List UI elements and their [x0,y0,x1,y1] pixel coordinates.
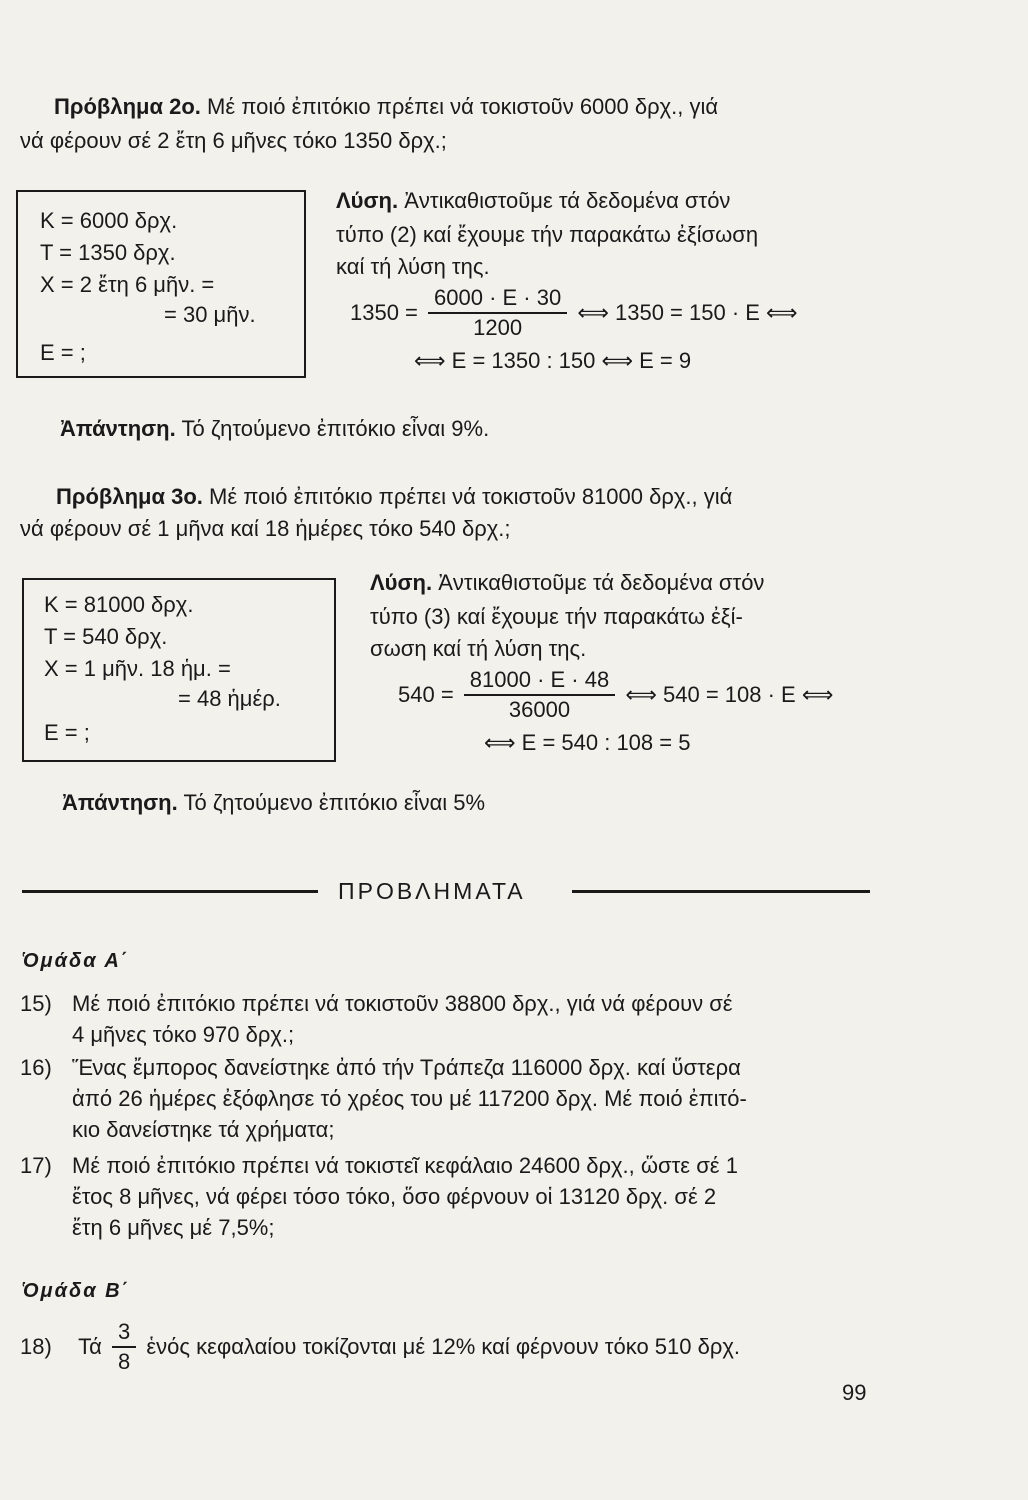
fraction-denominator: 8 [112,1346,136,1376]
exercise-line: Μέ ποιό ἐπιτόκιο πρέπει νά τοκιστοῦν 38800 δρχ., γιά νά φέρουν σέ [72,991,733,1016]
exercise-18-fraction [112,1318,136,1376]
exercise-line: Μέ ποιό ἐπιτόκιο πρέπει νά τοκιστεῖ κεφάλαιο 24600 δρχ., ὥστε σέ 1 [72,1153,738,1178]
given-time: Χ = 2 ἔτη 6 μῆν. = [40,272,215,297]
section-rule-right [572,890,870,893]
given-time-converted: = 48 ἡμέρ. [178,686,281,711]
answer-label: Ἀπάντηση. [60,416,176,441]
problem-2-title: Πρόβλημα 2ο. [54,94,201,119]
exercise-17 [20,1150,900,1246]
exercise-number: 17) [20,1153,52,1178]
exercise-line: ἀπό 26 ἡμέρες ἐξόφλησε τό χρέος του μέ 117200 δρχ. Μέ ποιό ἐπιτό- [72,1086,747,1111]
problem-2-given-box [16,190,306,378]
problem-3-solution-line-3: σωση καί τή λύση της. [370,636,587,661]
section-title: ΠΡΟΒΛΗΜΑΤΑ [338,878,526,904]
problem-2-solution-line-1: Λύση. Ἀντικαθιστοῦμε τά δεδομένα στόν [336,188,731,213]
given-time: Χ = 1 μῆν. 18 ἡμ. = [44,656,231,681]
problem-2-equation-line-2: ⟺ Ε = 1350 : 150 ⟺ Ε = 9 [414,348,692,373]
given-capital: Κ = 6000 δρχ. [40,208,178,233]
problem-2-question-line-2: νά φέρουν σέ 2 ἔτη 6 μῆνες τόκο 1350 δρχ.; [20,128,447,153]
fraction-denominator: 36000 [464,694,615,724]
problem-2-equation [350,284,798,342]
given-rate: Ε = ; [44,720,90,745]
fraction-numerator: 6000 · Ε · 30 [434,285,562,310]
problem-2-solution-line-2: τύπο (2) καί ἔχουμε τήν παρακάτω ἐξίσωση [336,222,759,247]
equation-rest: ⟺ 540 = 108 · Ε ⟺ [625,682,834,707]
exercise-line: κιο δανείστηκε τά χρήματα; [72,1117,335,1142]
solution-label: Λύση. [336,188,399,213]
given-capital: Κ = 81000 δρχ. [44,592,194,617]
exercise-line: ἔτη 6 μῆνες μέ 7,5%; [72,1215,275,1240]
problem-2-answer: Ἀπάντηση. Τό ζητούμενο ἐπιτόκιο εἶναι 9%. [60,416,490,441]
given-interest: Τ = 1350 δρχ. [40,240,176,265]
group-b-label: Ὁμάδα Β΄ [22,1280,131,1302]
equation-lhs: 540 = [398,682,454,707]
page-number: 99 [842,1380,867,1405]
problem-2-solution-line-3: καί τή λύση της. [336,254,490,279]
given-time-converted: = 30 μῆν. [164,302,256,327]
exercise-16 [20,1052,900,1148]
equation-fraction [428,284,567,342]
exercise-number: 15) [20,991,52,1016]
exercise-line: ἔτος 8 μῆνες, νά φέρει τόσο τόκο, ὅσο φέρνουν οἱ 13120 δρχ. σέ 2 [72,1184,717,1209]
section-rule-left [22,890,318,893]
given-interest: Τ = 540 δρχ. [44,624,168,649]
group-a-label: Ὁμάδα Α΄ [22,950,130,972]
exercise-line: 4 μῆνες τόκο 970 δρχ.; [72,1022,295,1047]
problem-3-solution-line-1: Λύση. Ἀντικαθιστοῦμε τά δεδομένα στόν [370,570,765,595]
equation-fraction [464,666,615,724]
solution-label: Λύση. [370,570,433,595]
given-rate: Ε = ; [40,340,86,365]
exercise-18 [20,1318,740,1376]
fraction-denominator: 1200 [428,312,567,342]
problem-3-answer: Ἀπάντηση. Τό ζητούμενο ἐπιτόκιο εἶναι 5% [62,790,486,815]
fraction-numerator: 81000 · Ε · 48 [469,667,610,692]
exercise-number: 16) [20,1055,52,1080]
exercise-number: 18) [20,1334,52,1359]
problem-3-given-box [22,578,336,762]
exercise-18-post: ἑνός κεφαλαίου τοκίζονται μέ 12% καί φέρνουν τόκο 510 δρχ. [146,1334,741,1359]
exercise-15 [20,988,900,1052]
answer-label: Ἀπάντηση. [62,790,178,815]
exercise-18-pre: Τά [78,1334,102,1359]
problem-3-question-line-1: Πρόβλημα 3ο. Μέ ποιό ἐπιτόκιο πρέπει νά τοκιστοῦν 81000 δρχ., γιά [56,484,733,509]
equation-rest: ⟺ 1350 = 150 · Ε ⟺ [577,300,798,325]
equation-lhs: 1350 = [350,300,418,325]
problem-3-title: Πρόβλημα 3ο. [56,484,203,509]
problem-3-question-line-2: νά φέρουν σέ 1 μῆνα καί 18 ἡμέρες τόκο 540 δρχ.; [20,516,511,541]
problem-3-equation-line-2: ⟺ Ε = 540 : 108 = 5 [484,730,691,755]
exercise-line: Ἕνας ἔμπορος δανείστηκε ἀπό τήν Τράπεζα 116000 δρχ. καί ὕστερα [72,1055,741,1080]
fraction-numerator: 3 [118,1319,131,1344]
problem-3-equation [398,666,833,724]
problem-2-question-line-1: Πρόβλημα 2ο. Μέ ποιό ἐπιτόκιο πρέπει νά τοκιστοῦν 6000 δρχ., γιά [54,94,719,119]
problem-3-solution-line-2: τύπο (3) καί ἔχουμε τήν παρακάτω ἐξί- [370,604,743,629]
